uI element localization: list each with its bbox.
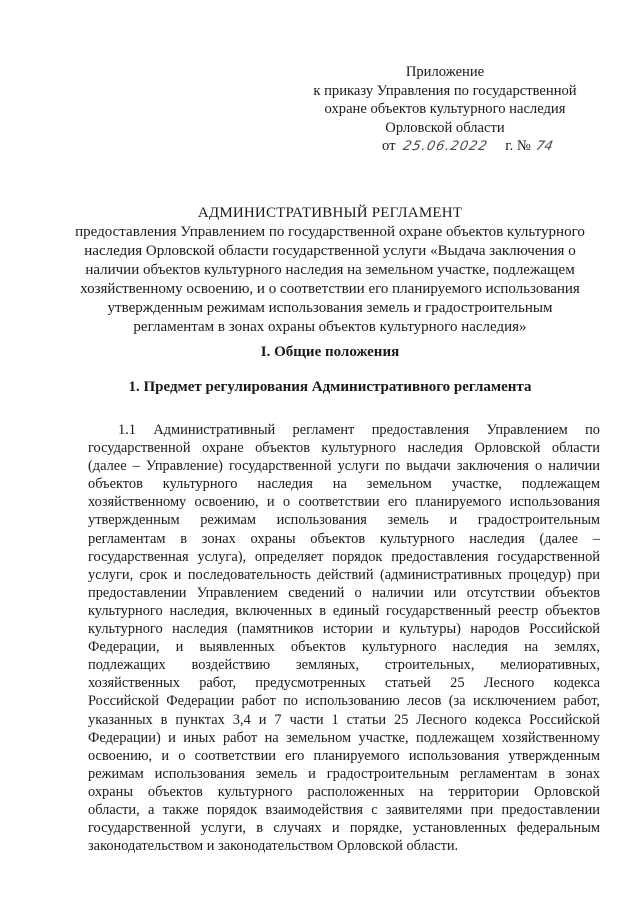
title-main: АДМИНИСТРАТИВНЫЙ РЕГЛАМЕНТ bbox=[197, 205, 463, 221]
body-line: законодательством и законодательством Орловской области. bbox=[88, 838, 459, 855]
body-line: государственной услуги, в случаях и порядке, установленных федеральным bbox=[88, 820, 600, 837]
body-line: подлежащих воздействию земляных, строительных, мелиоративных, bbox=[88, 657, 600, 674]
body-line: (далее – Управление) государственной услуги по выдачи заключения о наличии bbox=[88, 458, 600, 475]
title-line: хозяйственному освоению, и о соответствии его планируемого использования bbox=[80, 281, 580, 297]
body-line: регламентам в зонах охраны объектов культурного наследия (далее – bbox=[88, 530, 600, 547]
title-line: регламентам в зонах охраны объектов культурного наследия» bbox=[133, 319, 527, 335]
annex-date-line bbox=[300, 137, 590, 157]
body-line: предоставлении Управлением сведений о наличии или отсутствии объектов bbox=[88, 584, 600, 601]
annex-line: к приказу Управления по государственной bbox=[313, 82, 577, 99]
body-line: государственной охране объектов культурного наследия Орловской области bbox=[88, 440, 600, 457]
number-prefix: г. № bbox=[505, 138, 531, 154]
body-line: охраны объектов культурного расположенных на территории Орловской bbox=[88, 783, 600, 800]
body-line: Федерации) и иных работ на земельном участке, подлежащем хозяйственному bbox=[88, 729, 600, 746]
title-line: утвержденным режимам использования земель и градостроительным bbox=[107, 300, 553, 316]
body-line: утвержденным режимам использования земель и градостроительным bbox=[88, 512, 600, 529]
body-line: Федерации, и выявленных объектов культурного наследия на землях, bbox=[88, 639, 600, 656]
annex-header bbox=[300, 63, 590, 157]
body-line: области, а также порядок взаимодействия с заявителями при предоставлении bbox=[88, 801, 600, 818]
body-line: услуги, срок и последовательность действий (административных процедур) при bbox=[88, 566, 600, 583]
body-paragraph bbox=[88, 421, 600, 855]
handwritten-date: 25.06.2022 bbox=[401, 139, 490, 154]
body-line: освоению, и о соответствии его планируемого использования утвержденным bbox=[88, 747, 600, 764]
body-line: государственная услуга), определяет порядок предоставления государственной bbox=[88, 548, 600, 565]
annex-line: Орловской области bbox=[385, 119, 505, 136]
body-line: объектов культурного наследия на земельном участке, подлежащем bbox=[88, 476, 600, 493]
body-line: культурного наследия, включенных в единый государственный реестр объектов bbox=[88, 602, 600, 619]
subsection-heading: 1. Предмет регулирования Административного регламента bbox=[128, 379, 532, 395]
body-line: культурного наследия (памятников истории и культуры) народов Российской bbox=[88, 621, 600, 638]
title-line: предоставления Управлением по государственной охране объектов культурного bbox=[75, 224, 585, 240]
date-prefix: от bbox=[382, 138, 396, 154]
body-line: 1.1 Административный регламент предоставления Управлением по bbox=[118, 422, 600, 438]
body-line: режимам использования земель и градостроительным регламентам в зонах bbox=[88, 765, 600, 782]
title-line: наследия Орловской области государственной услуги «Выдача заключения о bbox=[84, 243, 576, 259]
title-line: наличии объектов культурного наследия на земельном участке, подлежащем bbox=[85, 262, 575, 278]
document-title bbox=[60, 204, 600, 337]
body-line: Российской Федерации работ по использованию лесов (за исключением работ, bbox=[88, 693, 600, 710]
handwritten-number: 74 bbox=[535, 139, 555, 154]
annex-line: охране объектов культурного наследия bbox=[324, 101, 566, 117]
section-heading: I. Общие положения bbox=[260, 344, 400, 360]
body-line: указанных в пунктах 3,4 и 7 части 1 статьи 25 Лесного кодекса Российской bbox=[88, 711, 600, 728]
body-line: хозяйственному освоению, и о соответствии его планируемого использования bbox=[88, 494, 600, 511]
body-line: хозяйственных работ, предусмотренных статьей 25 Лесного кодекса bbox=[88, 675, 600, 692]
annex-title: Приложение bbox=[405, 64, 485, 80]
